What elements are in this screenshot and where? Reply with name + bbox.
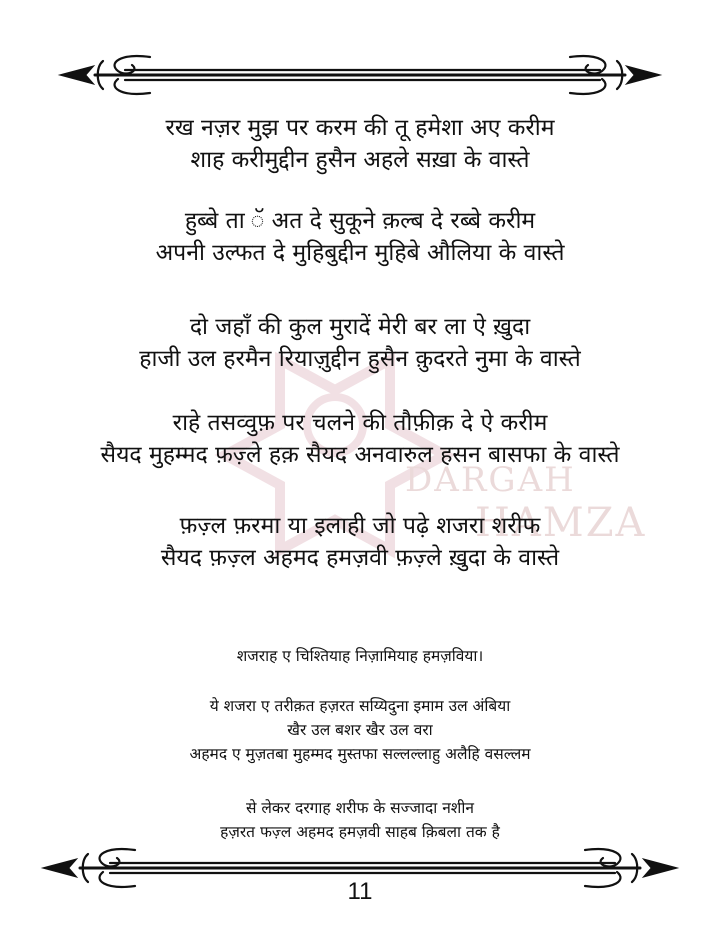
watermark-text-line2: HAMZA [475,500,647,546]
verse-line: रख नज़र मुझ पर करम की तू हमेशा अए करीम [165,115,555,141]
note-line: हज़रत फज़्ल अहमद हमज़वी साहब क़िबला तक है [220,823,500,841]
verse-line: हुब्बे ता ॅ अत दे सुकूने क़ल्ब दे रब्बे करीम [184,208,536,234]
verse-line: फ़ज़्ल फ़रमा या इलाही जो पढ़े शजरा शरीफ [179,513,541,539]
page-number: 11 [347,878,373,905]
verse-line: शाह करीमुद्दीन हुसैन अहले सख़ा के वास्ते [190,147,530,173]
stanza-1 [0,112,720,176]
stanza-2 [0,205,720,269]
note-title-text: शजराह ए चिश्तियाह निज़ामियाह हमज़विया। [236,647,484,665]
watermark-star-icon [175,330,635,630]
note-line: ये शजरा ए तरीक़त हज़रत सय्यिदुना इमाम उल अंबिया [209,697,511,715]
verse-line: राहे तसव्वुफ़ पर चलने की तौफ़ीक़ दे ऐ करीम [172,410,548,436]
note-line: अहमद ए मुज़तबा मुहम्मद मुस्तफा सल्लल्लाहु अलैहि वसल्लम [189,745,531,763]
stanza-3 [0,311,720,375]
arrow-ornament-icon [0,45,720,105]
note-line: खैर उल बशर खैर उल वरा [287,721,433,739]
note-line: से लेकर दरगाह शरीफ के सज्जादा नशीन [246,799,474,817]
note-paragraph-1 [0,694,720,766]
verse-line: सैयद फ़ज़्ल अहमद हमज़वी फ़ज़्ले ख़ुदा के वास्ते [160,545,560,571]
stanza-5 [0,510,720,574]
verse-line: हाजी उल हरमैन रियाज़ुद्दीन हुसैन क़ुदरते नुमा के वास्ते [139,346,581,372]
verse-line: दो जहाँ की कुल मुरादें मेरी बर ला ऐ ख़ुदा [189,314,531,340]
note-paragraph-2 [0,796,720,844]
note-title [0,644,720,668]
watermark-text-line1: DARGAH [405,460,576,500]
top-ornament-divider [0,45,720,105]
verse-line: अपनी उल्फत दे मुहिबुद्दीन मुहिबे औलिया के वास्ते [155,240,565,266]
watermark-logo [175,330,647,630]
stanza-4 [0,407,720,471]
verse-line: सैयद मुहम्मद फ़ज़्ले हक़ सैयद अनवारुल हसन बासफा के वास्ते [100,442,620,468]
